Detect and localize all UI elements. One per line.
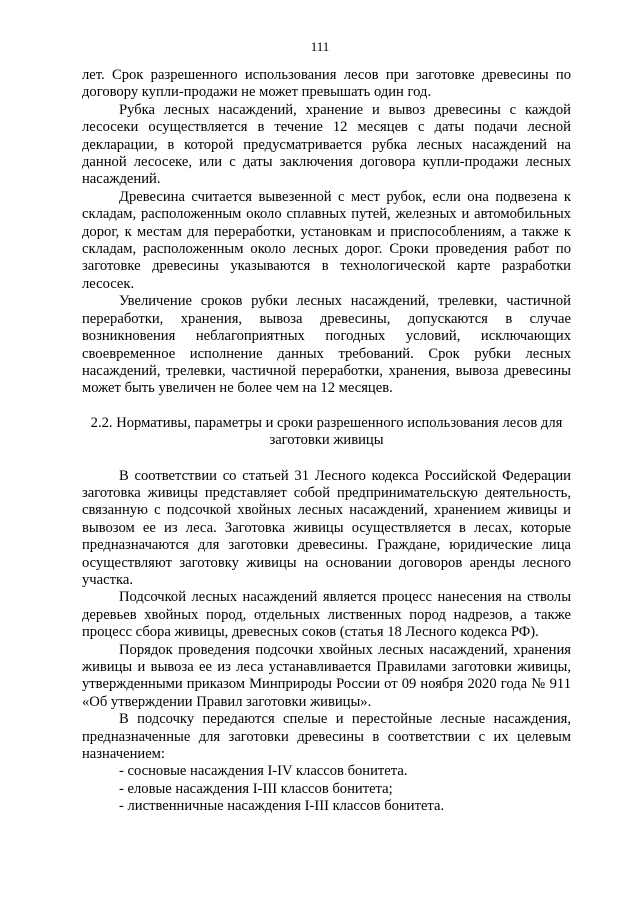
paragraph: Рубка лесных насаждений, хранение и вывоз древесины с каждой лесосеки осуществляется в течение 12 месяцев с даты подачи лесной декларации, в которой предусматривается рубка лесных насаждений на данной лесосеке, или с даты заключения договора купли-продажи лесных насаждений. [82, 101, 571, 188]
list-item: - лиственничные насаждения I-III классов бонитета. [119, 798, 445, 815]
paragraph: В соответствии со статьей 31 Лесного кодекса Российской Федерации заготовка живицы представляет собой предпринимательскую деятельность, связанную с подсочкой хвойных лесных насаждений, хранением живицы и вывозом ее из леса. Заготовка живицы осуществляется в лесах, которые предназначаются для заготовки древесины. Граждане, юридические лица осуществляют заготовку живицы на основании договоров аренды лесного участка. [82, 467, 571, 588]
list-item: - сосновые насаждения I-IV классов бонитета. [119, 763, 408, 780]
section-heading [82, 415, 571, 450]
bonitet-list [82, 763, 571, 815]
section-heading-line: 2.2. Нормативы, параметры и сроки разрешенного использования лесов для [90, 414, 563, 431]
paragraph: Древесина считается вывезенной с мест рубок, если она подвезена к складам, расположенным около сплавных путей, железных и автомобильных дорог, к местам для переработки, установкам и приспособлениям, а также к складам, расположенным около лесных дорог. Сроки проведения работ по заготовке древесины указываются в технологической карте разработки лесосек. [82, 188, 571, 292]
list-item: - еловые насаждения I-III классов бонитета; [119, 780, 393, 797]
document-body [82, 67, 571, 816]
paragraph: Увеличение сроков рубки лесных насаждений, трелевки, частичной переработки, хранения, вывоза древесины, допускаются в случае возникновения неблагоприятных погодных условий, исключающих своевременное исполнение данных требований. Срок рубки лесных насаждений, трелевки, частичной переработки, хранения, вывоза древесины может быть увеличен не более чем на 12 месяцев. [82, 293, 571, 397]
paragraph: Порядок проведения подсочки хвойных лесных насаждений, хранения живицы и вывоза ее из леса устанавливается Правилами заготовки живицы, утвержденными приказом Минприроды России от 09 ноября 2020 года № 911 «Об утверждении Правил заготовки живицы». [82, 641, 571, 710]
page-number: 111 [310, 39, 330, 54]
paragraph: Подсочкой лесных насаждений является процесс нанесения на стволы деревьев хвойных пород, отдельных лиственных пород надрезов, а также процесс сбора живицы, древесных соков (статья 18 Лесного кодекса РФ). [82, 589, 571, 641]
paragraph: лет. Срок разрешенного использования лесов при заготовке древесины по договору купли-продажи не может превышать один год. [82, 67, 571, 101]
section-heading-line: заготовки живицы [269, 432, 384, 449]
paragraph: В подсочку передаются спелые и перестойные лесные насаждения, предназначенные для заготовки древесины в соответствии с их целевым назначением: [82, 711, 571, 763]
